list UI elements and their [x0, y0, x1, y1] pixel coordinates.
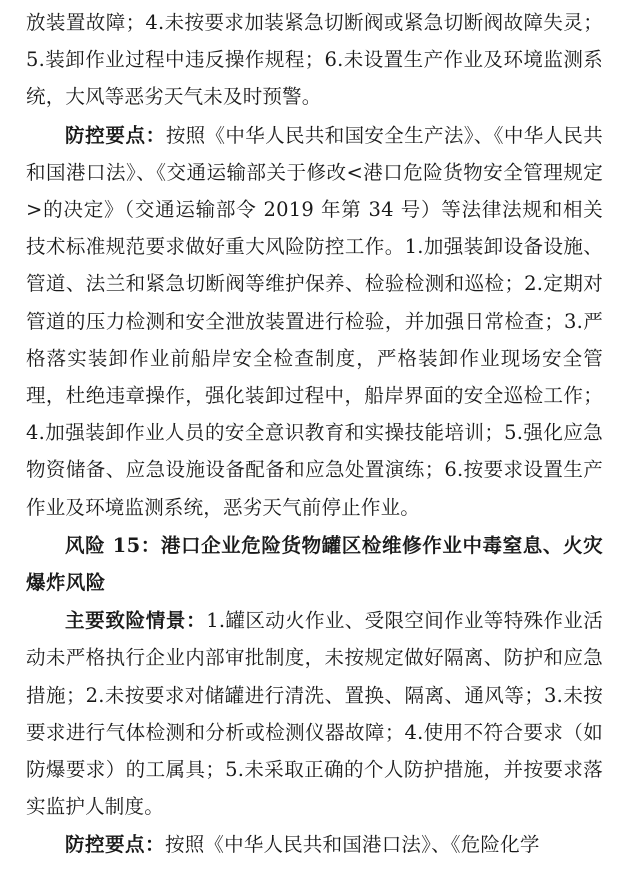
paragraph-control-points-14	[26, 117, 603, 526]
main-scenarios-text-15: 1.罐区动火作业、受限空间作业等特殊作业活动未严格执行企业内部审批制度，未按规定做好隔离、防护和应急措施；2.未按要求对储罐进行清洗、置换、隔离、通风等；3.未按要求进行气体检测和分析或检测仪器故障；4.使用不符合要求（如防爆要求）的工属具；5.未采取正确的个人防护措施，并按要求落实监护人制度。	[26, 609, 603, 819]
control-points-label-15: 防控要点：	[65, 833, 166, 857]
control-points-text-14: 按照《中华人民共和国安全生产法》、《中华人民共和国港口法》、《交通运输部关于修改<港口危险货物安全管理规定>的决定》（交通运输部令 2019 年第 34 号）等法律法规和相关技术标准规范要求做好重大风险防控工作。1.加强装卸设备设施、管道、法兰和紧急切断阀等维护保养、检验检测和巡检；2.定期对管道的压力检测和安全泄放装置进行检验，并加强日常检查；3.严格落实装卸作业前船岸安全检查制度，严格装卸作业现场安全管理，杜绝违章操作，强化装卸过程中，船岸界面的安全巡检工作；4.加强装卸作业人员的安全意识教育和实操技能培训；5.强化应急物资储备、应急设施设备配备和应急处置演练；6.按要求设置生产作业及环境监测系统，恶劣天气前停止作业。	[26, 123, 603, 519]
control-points-text-15: 按照《中华人民共和国港口法》、《危险化学	[165, 833, 540, 857]
paragraph-continuation: 放装置故障；4.未按要求加装紧急切断阀或紧急切断阀故障失灵；5.装卸作业过程中违反操作规程；6.未设置生产作业及环境监测系统，大风等恶劣天气未及时预警。	[26, 11, 603, 109]
control-points-label-14: 防控要点：	[65, 123, 166, 147]
paragraph-main-scenarios-15	[26, 602, 603, 825]
paragraph-control-points-15	[26, 826, 603, 863]
heading-risk-15: 风险 15：港口企业危险货物罐区检维修作业中毒窒息、火灾爆炸风险	[26, 533, 603, 595]
main-scenarios-label-15: 主要致险情景：	[65, 609, 207, 633]
